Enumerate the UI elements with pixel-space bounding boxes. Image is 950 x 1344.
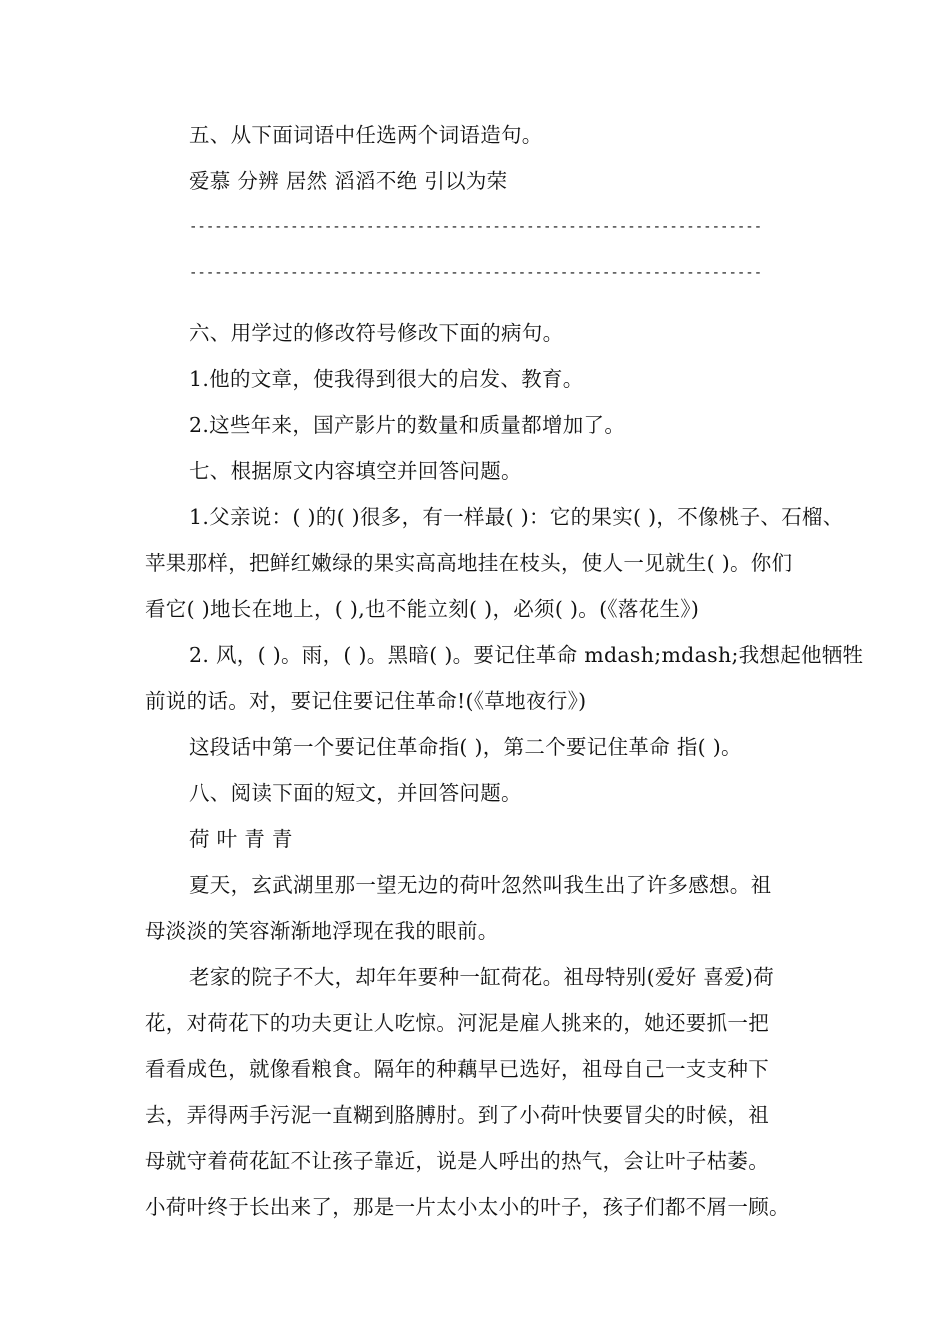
passage-p1-line-2: 母淡淡的笑容渐渐地浮现在我的眼前。 <box>145 919 499 943</box>
passage-p2-line-4: 去，弄得两手污泥一直糊到胳膊肘。到了小荷叶快要冒尖的时候，祖 <box>145 1103 769 1127</box>
passage-p2-line-2: 花，对荷花下的功夫更让人吃惊。河泥是雇人挑来的，她还要抓一把 <box>145 1011 769 1035</box>
section7-q1-line-3: 看它( )地长在地上，( ),也不能立刻( )，必须( )。(《落花生》) <box>145 597 700 621</box>
passage-p2-line-6: 小荷叶终于长出来了，那是一片太小太小的叶子，孩子们都不屑一顾。 <box>145 1195 790 1219</box>
answer-line-2: -------------------------------------------------------------------- <box>189 265 763 281</box>
passage-p2-line-5: 母就守着荷花缸不让孩子靠近，说是人呼出的热气，会让叶子枯萎。 <box>145 1149 769 1173</box>
section7-q2-line-1: 2. 风，( )。雨，( )。黑暗( )。要记住革命 mdash;mdash;我想起他牺牲 <box>189 643 864 667</box>
section7-q1-line-2: 苹果那样，把鲜红嫩绿的果实高高地挂在枝头，使人一见就生( )。你们 <box>145 551 793 575</box>
section7-q3: 这段话中第一个要记住革命指( )，第二个要记住革命 指( )。 <box>189 735 742 759</box>
section7-q2-line-2: 前说的话。对，要记住要记住革命!(《草地夜行》) <box>145 689 587 713</box>
section5-word-list: 爱慕 分辨 居然 滔滔不绝 引以为荣 <box>189 169 508 193</box>
passage-p2-line-1: 老家的院子不大，却年年要种一缸荷花。祖母特别(爱好 喜爱)荷 <box>189 965 775 989</box>
section5-heading: 五、从下面词语中任选两个词语造句。 <box>189 123 543 147</box>
passage-p2-line-3: 看看成色，就像看粮食。隔年的种藕早已选好，祖母自己一支支种下 <box>145 1057 769 1081</box>
passage-p1-line-1: 夏天，玄武湖里那一望无边的荷叶忽然叫我生出了许多感想。祖 <box>189 873 772 897</box>
passage-title: 荷 叶 青 青 <box>189 827 293 851</box>
section6-heading: 六、用学过的修改符号修改下面的病句。 <box>189 321 564 345</box>
section7-q1-line-1: 1.父亲说：( )的( )很多，有一样最( )：它的果实( )，不像桃子、石榴、 <box>189 505 844 529</box>
section6-item-2: 2.这些年来，国产影片的数量和质量都增加了。 <box>189 413 626 437</box>
section8-heading: 八、阅读下面的短文，并回答问题。 <box>189 781 522 805</box>
section7-heading: 七、根据原文内容填空并回答问题。 <box>189 459 522 483</box>
section6-item-1: 1.他的文章，使我得到很大的启发、教育。 <box>189 367 584 391</box>
document-page <box>145 112 864 1230</box>
answer-line-1: -------------------------------------------------------------------- <box>189 219 763 235</box>
